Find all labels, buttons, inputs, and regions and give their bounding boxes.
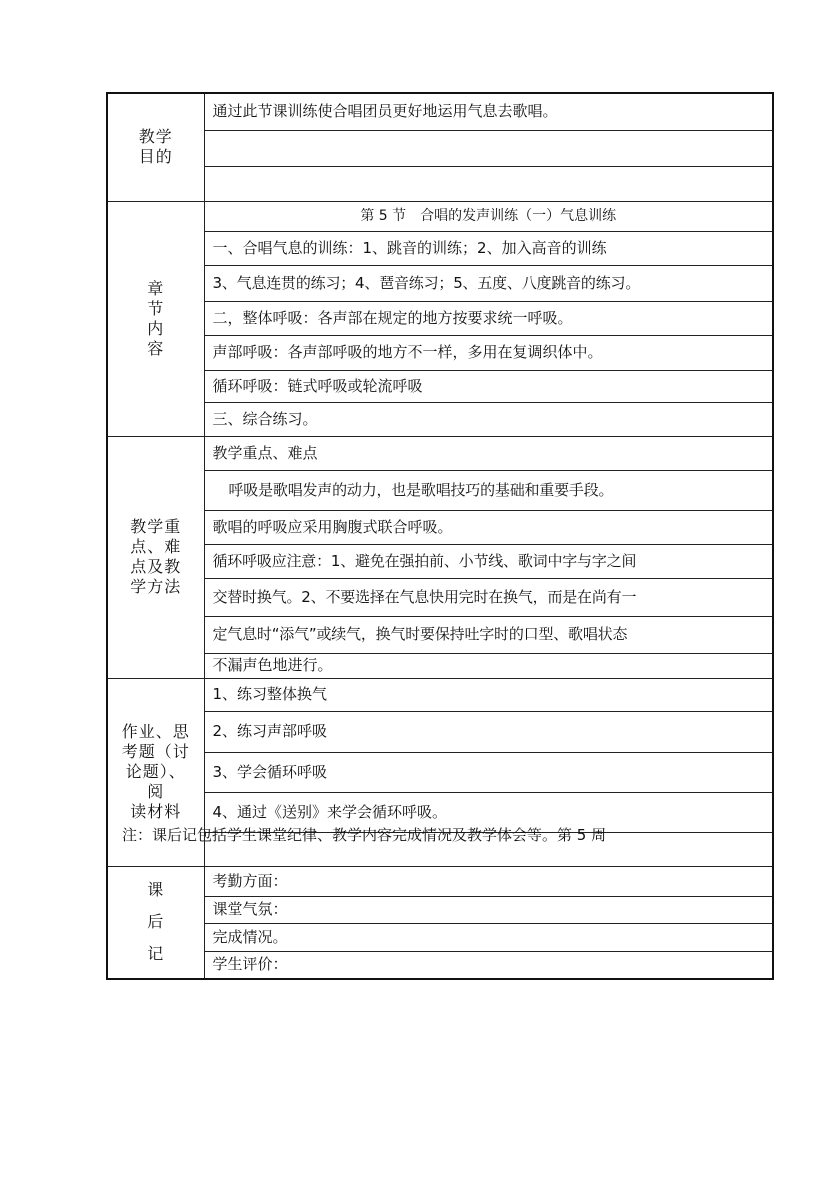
table-row [107, 265, 773, 301]
after-class-label: 课 后 记 [107, 866, 204, 979]
after-class-row: 课堂气氛： [204, 896, 773, 923]
table-row [107, 711, 773, 752]
key-points-row: 歌唱的呼吸应采用胸腹式联合呼吸。 [204, 510, 773, 544]
homework-row: 1、练习整体换气 [204, 678, 773, 711]
key-points-row: 定气息时“添气”或续气，换气时要保持吐字时的口型、歌唱状态 [204, 616, 773, 653]
table-row [107, 231, 773, 265]
content-row: 声部呼吸：各声部呼吸的地方不一样，多用在复调织体中。 [204, 335, 773, 370]
table-row [107, 678, 773, 711]
table-row [107, 923, 773, 951]
table-row [107, 866, 773, 896]
homework-row: 4、通过《送别》来学会循环呼吸。 [204, 792, 773, 832]
homework-label: 作业、思 考题（讨 论题）、阅 读材料 [107, 678, 204, 866]
key-points-row: 不漏声色地进行。 [204, 653, 773, 678]
table-row [107, 510, 773, 544]
objective-row [204, 166, 773, 201]
table-row [107, 201, 773, 231]
table-row [107, 896, 773, 923]
table-row [107, 470, 773, 510]
table-row [107, 402, 773, 436]
table-row [107, 436, 773, 470]
table-row [107, 951, 773, 979]
content-row: 二，整体呼吸：各声部在规定的地方按要求统一呼吸。 [204, 301, 773, 335]
key-points-row: 教学重点、难点 [204, 436, 773, 470]
table-row [107, 752, 773, 792]
homework-row: 3、学会循环呼吸 [204, 752, 773, 792]
objective-row: 通过此节课训练使合唱团员更好地运用气息去歌唱。 [204, 93, 773, 130]
objective-label: 教学 目的 [107, 93, 204, 201]
after-class-row: 学生评价： [204, 951, 773, 979]
section-title: 第 5 节 合唱的发声训练（一）气息训练 [204, 201, 773, 231]
content-row: 循环呼吸：链式呼吸或轮流呼吸 [204, 370, 773, 402]
homework-row: 2、练习声部呼吸 [204, 711, 773, 752]
key-points-label: 教学重 点、难 点及教 学方法 [107, 436, 204, 678]
table-row [107, 166, 773, 201]
table-row [107, 616, 773, 653]
after-class-row: 完成情况。 [204, 923, 773, 951]
table-row [107, 301, 773, 335]
table-row [107, 370, 773, 402]
table-row [107, 544, 773, 578]
after-class-row: 考勤方面： [204, 866, 773, 896]
content-row: 一、合唱气息的训练：1、跳音的训练；2、加入高音的训练 [204, 231, 773, 265]
key-points-row: 呼吸是歌唱发声的动力，也是歌唱技巧的基础和重要手段。 [204, 470, 773, 510]
content-row: 三、综合练习。 [204, 402, 773, 436]
content-label: 章 节 内 容 [107, 201, 204, 436]
table-row [107, 93, 773, 130]
key-points-row: 交替时换气。2、不要选择在气息快用完时在换气，而是在尚有一 [204, 578, 773, 616]
table-row [107, 653, 773, 678]
content-row: 3、气息连贯的练习；4、琶音练习；5、五度、八度跳音的练习。 [204, 265, 773, 301]
table-row [107, 578, 773, 616]
key-points-row: 循环呼吸应注意：1、避免在强拍前、小节线、歌词中字与字之间 [204, 544, 773, 578]
objective-row [204, 130, 773, 166]
table-row [107, 130, 773, 166]
lesson-plan-table [106, 92, 774, 980]
footnote: 注：课后记包括学生课堂纪律、教学内容完成情况及教学体会等。第 5 周 [122, 826, 607, 844]
table-row [107, 335, 773, 370]
